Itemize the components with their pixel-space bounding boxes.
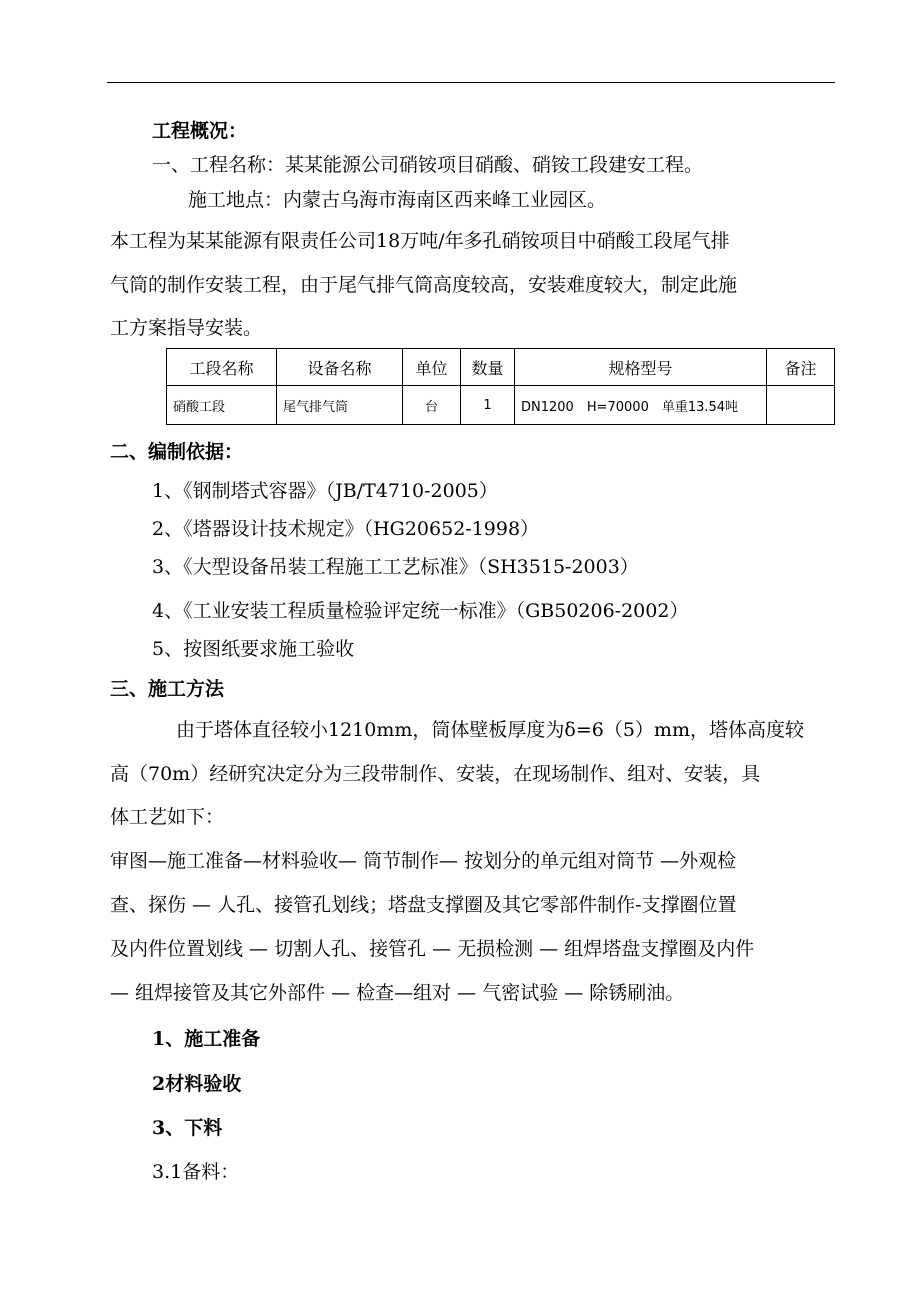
process-line-2: 查、探伤 — 人孔、接管孔划线；塔盘支撑圈及其它零部件制作-支撑圈位置	[110, 894, 737, 916]
process-line-3: 及内件位置划线 — 切割人孔、接管孔 — 无损检测 — 组焊塔盘支撑圈及内件	[110, 938, 755, 960]
table-header-row	[167, 349, 835, 386]
header-rule	[107, 82, 835, 83]
header-specification: 规格型号	[515, 349, 767, 386]
cell-section-name: 硝酸工段	[167, 386, 277, 425]
step-preparation: 1、施工准备	[152, 1028, 261, 1050]
header-section-name: 工段名称	[167, 349, 277, 386]
step-cutting: 3、下料	[152, 1117, 223, 1139]
header-remarks: 备注	[767, 349, 835, 386]
cell-specification: DN1200 H=70000 单重13.54吨	[515, 386, 767, 425]
cell-remarks	[767, 386, 835, 425]
equipment-table	[166, 348, 835, 425]
project-name: 一、工程名称：某某能源公司硝铵项目硝酸、硝铵工段建安工程。	[152, 154, 704, 176]
process-line-4: — 组焊接管及其它外部件 — 检查—组对 — 气密试验 — 除锈刷油。	[110, 982, 685, 1004]
header-unit: 单位	[403, 349, 461, 386]
method-paragraph-2: 高（70m）经研究决定分为三段带制作、安装，在现场制作、组对、安装，具	[110, 763, 761, 785]
method-paragraph-3: 体工艺如下：	[110, 806, 225, 828]
table-row	[167, 386, 835, 425]
header-equipment-name: 设备名称	[277, 349, 403, 386]
basis-item-2: 2、《塔器设计技术规定》（HG20652-1998）	[152, 518, 540, 540]
cell-quantity: 1	[461, 386, 515, 425]
method-paragraph-1: 由于塔体直径较小1210mm，筒体壁板厚度为δ=6（5）mm，塔体高度较	[176, 719, 804, 741]
description-line-3: 工方案指导安装。	[110, 317, 263, 339]
basis-item-1: 1、《钢制塔式容器》（JB/T4710-2005）	[152, 480, 498, 502]
project-site: 施工地点：内蒙古乌海市海南区西来峰工业园区。	[188, 189, 607, 211]
cell-unit: 台	[403, 386, 461, 425]
method-title: 三、施工方法	[110, 678, 225, 700]
basis-item-5: 5、按图纸要求施工验收	[152, 638, 355, 660]
cell-equipment-name: 尾气排气筒	[277, 386, 403, 425]
basis-item-4: 4、《工业安装工程质量检验评定统一标准》（GB50206-2002）	[152, 600, 689, 622]
basis-title: 二、编制依据：	[110, 441, 244, 463]
description-line-2: 气筒的制作安装工程，由于尾气排气筒高度较高，安装难度较大，制定此施	[110, 274, 738, 296]
header-quantity: 数量	[461, 349, 515, 386]
process-line-1: 审图—施工准备—材料验收— 筒节制作— 按划分的单元组对筒节 —外观检	[110, 850, 737, 872]
sub-step-stock: 3.1备料：	[152, 1161, 240, 1183]
basis-item-3: 3、《大型设备吊装工程施工工艺标准》（SH3515-2003）	[152, 556, 639, 578]
step-material-check: 2材料验收	[152, 1073, 242, 1095]
overview-title: 工程概况：	[152, 120, 248, 142]
description-line-1: 本工程为某某能源有限责任公司18万吨/年多孔硝铵项目中硝酸工段尾气排	[110, 230, 730, 252]
